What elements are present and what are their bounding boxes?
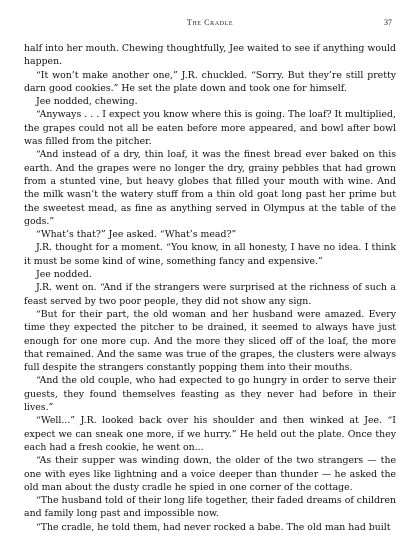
paragraph: “The husband told of their long life together, their faded dreams of children and family long past and impossible now. bbox=[24, 495, 396, 520]
paragraph: “As their supper was winding down, the older of the two strangers — the one with eyes like lightning and a voice deeper than thunder — he asked the old man about the dusty cradle he spied in one corner of the cottage. bbox=[24, 455, 396, 493]
paragraph: “Well...” J.R. looked back over his shoulder and then winked at Jee. “I expect we can sneak one more, if we hurry.” He held out the plate. Once they each had a fresh cookie, he went on... bbox=[24, 415, 396, 453]
paragraph: “Anyways . . . I expect you know where this is going. The loaf? It multiplied, the grapes could not all be eaten before more appeared, and bowl after bowl was filled from the pitcher. bbox=[24, 109, 396, 148]
paragraph: “And the old couple, who had expected to go hungry in order to serve their guests, they found themselves feasting as they never had before in their lives.” bbox=[24, 375, 396, 414]
paragraph: “It won’t make another one,” J.R. chuckled. “Sorry. But they’re still pretty darn good cookies.” He set the plate down and took one for himself. bbox=[24, 69, 396, 94]
paragraph: Jee nodded, chewing. bbox=[36, 96, 138, 108]
page-number: 37 bbox=[384, 18, 392, 27]
paragraph: J.R. went on. “And if the strangers were surprised at the richness of such a feast served by two poor people, they did not show any sign. bbox=[24, 282, 396, 307]
paragraph: Jee nodded. bbox=[36, 269, 92, 281]
paragraph: J.R. thought for a moment. “You know, in all honesty, I have no idea. I think it must be some kind of wine, something fancy and expensive.” bbox=[24, 242, 396, 267]
paragraph: “What’s that?” Jee asked. “What’s mead?” bbox=[36, 229, 237, 241]
paragraph: “But for their part, the old woman and her husband were amazed. Every time they expected the pitcher to be drained, it seemed to always have just enough for one more cup. And the more they sliced off of the loaf, the more that remained. And the same was true of the grapes, the clusters were always full despite the strangers constantly popping them into their mouths. bbox=[24, 308, 396, 374]
paragraph: half into her mouth. Chewing thoughtfully, Jee waited to see if anything would happen. bbox=[24, 43, 396, 68]
running-title: The Cradle bbox=[186, 18, 234, 27]
body-text bbox=[24, 42, 396, 534]
paragraph: “The cradle, he told them, had never rocked a babe. The old man had built bbox=[36, 521, 391, 533]
paragraph: “And instead of a dry, thin loaf, it was the finest bread ever baked on this earth. And the grapes were no longer the dry, grainy pebbles that had grown from a stunted vine, but heavy globes that filled your mouth with wine. And the milk wasn’t the watery stuff from a thin old goat long past her prime but the sweetest mead, as fine as anything served in Olympus at the table of the gods.” bbox=[24, 149, 396, 227]
running-head bbox=[24, 18, 396, 30]
